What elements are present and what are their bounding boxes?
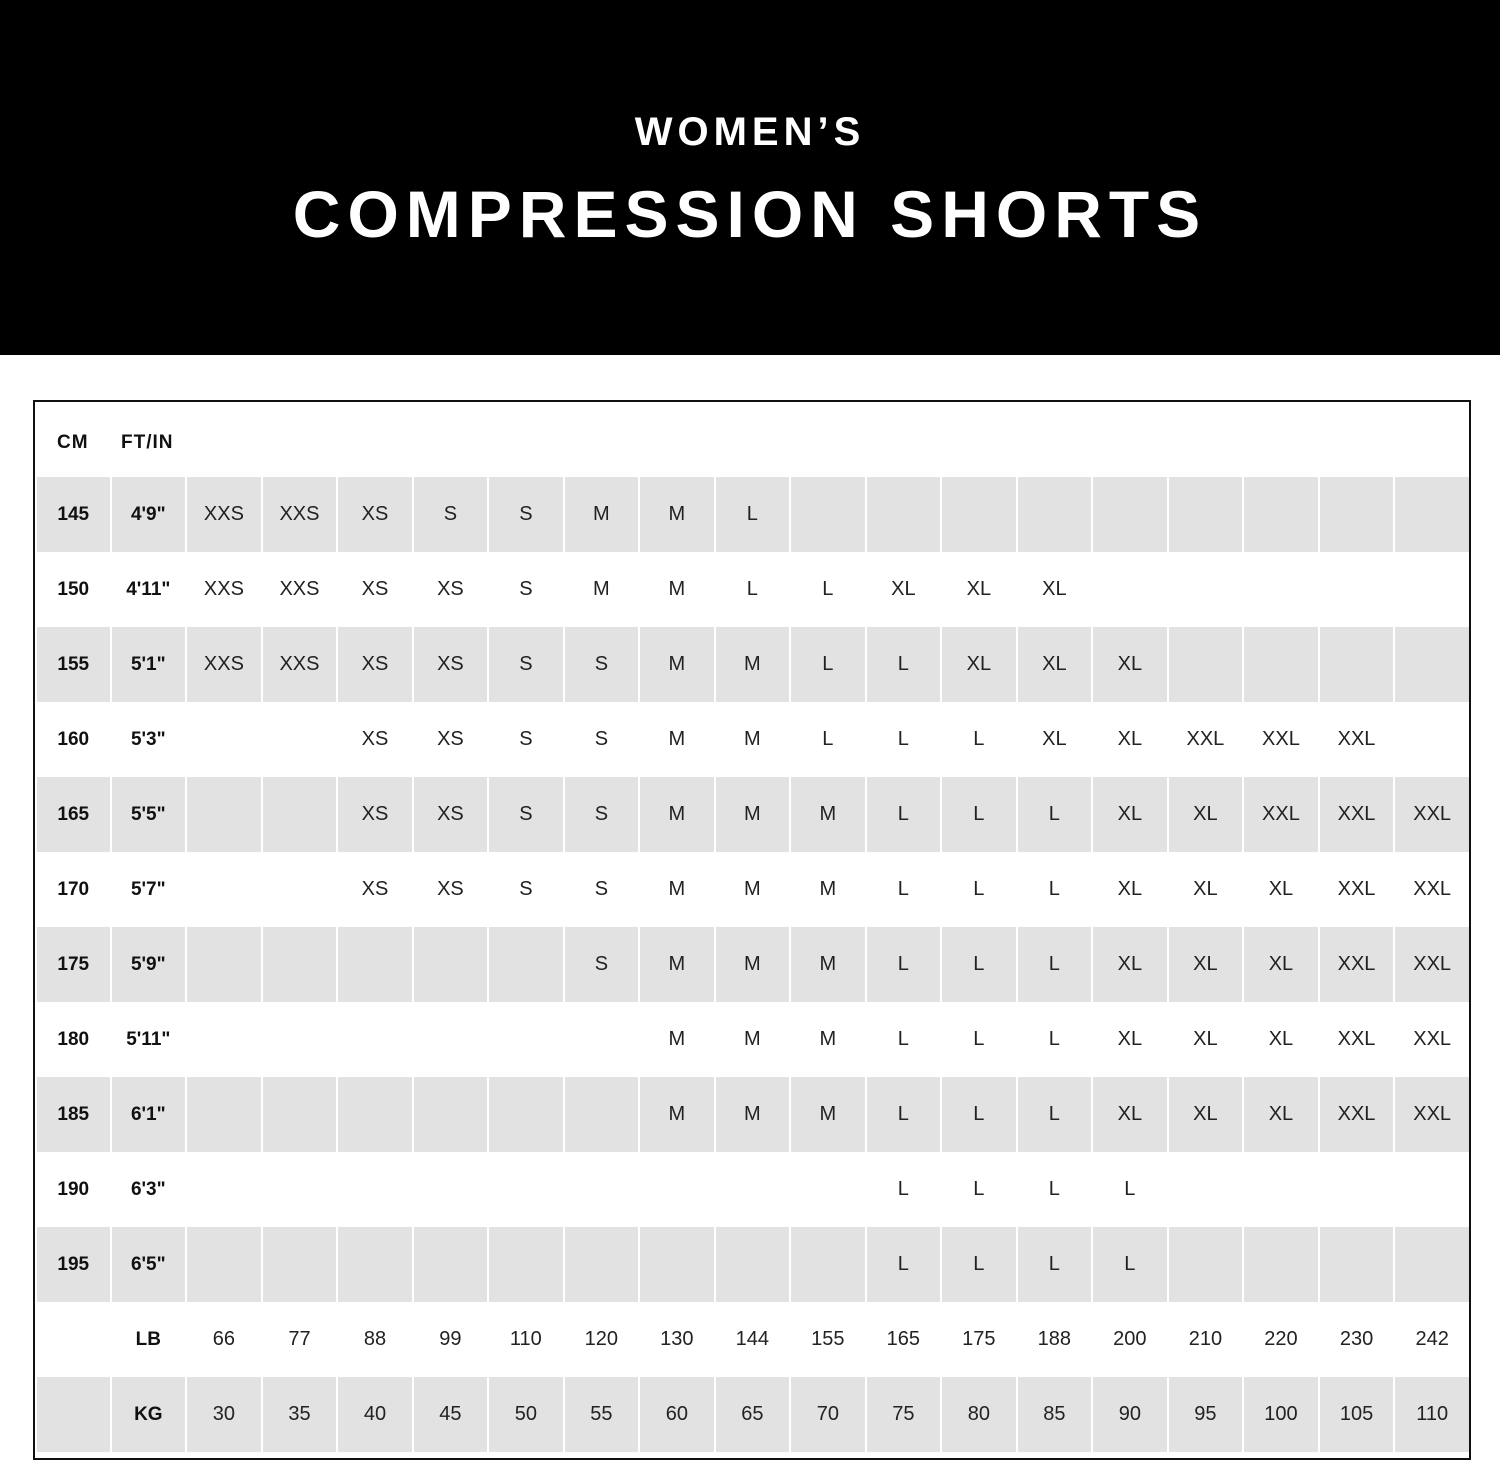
size-cell: XXL	[1393, 1077, 1469, 1152]
height-cm: 165	[37, 777, 110, 852]
size-cell: S	[519, 728, 533, 750]
size-cell: XS	[361, 578, 389, 600]
size-cell	[185, 1077, 261, 1152]
subtitle: WOMEN’S	[634, 110, 866, 154]
size-cell: XXL	[1186, 728, 1225, 750]
height-ftin: 6'3"	[130, 1178, 166, 1200]
size-cell	[1242, 1227, 1318, 1302]
size-cell	[336, 1077, 411, 1152]
size-cell: M	[789, 1077, 865, 1152]
size-cell: XXS	[185, 627, 261, 702]
size-cell	[261, 1002, 337, 1077]
weight-lb-value: 66	[212, 1328, 236, 1350]
size-cell	[1167, 1227, 1243, 1302]
size-cell: XXL	[1262, 728, 1300, 750]
weight-kg-value: 50	[487, 1377, 562, 1452]
weight-kg-value: 85	[1016, 1377, 1092, 1452]
size-cell	[487, 1002, 562, 1077]
size-cell: L	[1048, 1178, 1060, 1200]
size-cell	[1393, 1152, 1469, 1227]
size-cell	[1242, 552, 1318, 627]
size-cell: L	[865, 927, 941, 1002]
weight-lb-value: 88	[363, 1328, 387, 1350]
size-cell: L	[1124, 1178, 1136, 1200]
size-cell: M	[819, 878, 837, 900]
size-cell: XL	[1268, 1028, 1294, 1050]
table-row	[37, 1152, 1469, 1227]
size-cell	[336, 927, 411, 1002]
size-cell: XL	[1268, 878, 1294, 900]
weight-kg-value: 45	[412, 1377, 487, 1452]
size-cell: XXS	[261, 627, 337, 702]
size-cell: XL	[1091, 927, 1167, 1002]
size-cell: L	[897, 1028, 909, 1050]
size-cell	[261, 1152, 337, 1227]
table-row	[37, 777, 1469, 852]
size-cell: S	[594, 878, 609, 900]
size-cell: M	[714, 627, 790, 702]
size-cell	[185, 1227, 261, 1302]
size-cell: L	[865, 627, 941, 702]
size-cell	[1318, 1152, 1394, 1227]
table-row	[37, 702, 1469, 777]
size-cell	[940, 477, 1016, 552]
size-cell: M	[668, 728, 686, 750]
size-cell: XL	[1016, 627, 1092, 702]
size-cell: M	[789, 927, 865, 1002]
size-cell	[789, 1152, 865, 1227]
size-cell: XS	[336, 627, 411, 702]
size-cell: L	[1091, 1227, 1167, 1302]
size-cell	[336, 1002, 411, 1077]
weight-lb-value: 120	[584, 1328, 619, 1350]
size-cell: XS	[412, 777, 487, 852]
size-cell	[412, 1002, 487, 1077]
weight-lb-value: 188	[1037, 1328, 1072, 1350]
size-cell: L	[746, 578, 758, 600]
size-cell: L	[865, 777, 941, 852]
page-title: COMPRESSION SHORTS	[292, 177, 1208, 251]
size-cell	[865, 477, 941, 552]
size-cell	[412, 927, 487, 1002]
size-cell: L	[973, 1028, 985, 1050]
size-cell: L	[1016, 927, 1092, 1002]
size-cell	[261, 1077, 337, 1152]
size-cell	[336, 1152, 411, 1227]
size-cell: L	[973, 878, 985, 900]
weight-lb-label: LB	[135, 1328, 161, 1350]
size-cell: XS	[361, 728, 389, 750]
size-cell	[487, 1077, 562, 1152]
size-cell	[714, 1227, 790, 1302]
table-row	[37, 477, 1469, 552]
size-cell: XXL	[1242, 777, 1318, 852]
height-cm: 180	[57, 1028, 90, 1050]
size-cell	[789, 477, 865, 552]
height-ftin: 5'1"	[110, 627, 186, 702]
height-ftin: 5'11"	[126, 1028, 171, 1050]
size-cell: XXS	[279, 578, 320, 600]
weight-lb-value: 175	[962, 1328, 996, 1350]
weight-kg-value: 30	[185, 1377, 261, 1452]
size-cell	[1167, 552, 1243, 627]
size-cell	[638, 1152, 714, 1227]
size-cell	[185, 777, 261, 852]
size-cell: L	[973, 1178, 985, 1200]
size-cell	[412, 1152, 487, 1227]
table-row	[37, 627, 1469, 702]
size-cell: XL	[1091, 627, 1167, 702]
size-cell: XL	[1117, 728, 1143, 750]
blank-cell	[37, 1377, 110, 1452]
size-cell: L	[940, 777, 1016, 852]
size-cell: S	[563, 927, 639, 1002]
size-cell: XS	[412, 627, 487, 702]
size-cell: XL	[1091, 1077, 1167, 1152]
blank-cell	[37, 1302, 110, 1377]
size-cell	[563, 1152, 639, 1227]
size-cell	[487, 927, 562, 1002]
size-cell	[1393, 1227, 1469, 1302]
size-cell	[261, 927, 337, 1002]
size-cell: L	[940, 927, 1016, 1002]
size-cell	[261, 702, 337, 777]
size-cell: M	[668, 878, 686, 900]
size-cell	[487, 1152, 562, 1227]
size-cell: XXL	[1413, 1028, 1452, 1050]
size-cell	[487, 1227, 562, 1302]
height-ftin: 5'5"	[110, 777, 186, 852]
weight-lb-value: 242	[1415, 1328, 1449, 1350]
size-cell: M	[744, 728, 761, 750]
size-cell	[714, 1152, 790, 1227]
size-cell: S	[563, 777, 639, 852]
height-cm: 195	[37, 1227, 110, 1302]
size-cell	[1393, 627, 1469, 702]
size-cell: M	[714, 777, 790, 852]
size-cell: L	[822, 728, 834, 750]
size-cell: XXL	[1337, 728, 1376, 750]
size-cell: L	[1048, 1028, 1060, 1050]
size-cell: XL	[1042, 728, 1067, 750]
header-banner	[0, 0, 1500, 355]
weight-kg-value: 60	[638, 1377, 714, 1452]
size-cell: XXL	[1393, 927, 1469, 1002]
size-cell: M	[819, 1028, 837, 1050]
size-cell: L	[714, 477, 790, 552]
size-cell	[1016, 477, 1092, 552]
size-cell	[185, 1002, 261, 1077]
size-cell	[1393, 477, 1469, 552]
size-cell	[1393, 552, 1469, 627]
size-cell: L	[940, 1077, 1016, 1152]
size-cell: XL	[1167, 927, 1243, 1002]
size-cell	[1242, 1152, 1318, 1227]
size-cell: XS	[437, 728, 464, 750]
size-cell: L	[1048, 878, 1060, 900]
size-cell	[412, 1077, 487, 1152]
size-cell: XS	[437, 578, 464, 600]
size-cell: XXL	[1337, 1028, 1376, 1050]
table-row	[37, 552, 1469, 627]
size-cell	[563, 1077, 639, 1152]
size-cell: XL	[1042, 578, 1067, 600]
weight-kg-value: 110	[1393, 1377, 1469, 1452]
size-cell	[1393, 702, 1469, 777]
weight-kg-value: 40	[336, 1377, 411, 1452]
size-cell	[1167, 627, 1243, 702]
size-cell: L	[897, 878, 909, 900]
size-cell: S	[563, 627, 639, 702]
size-cell: L	[1016, 777, 1092, 852]
size-cell: L	[865, 1227, 941, 1302]
size-cell: M	[789, 777, 865, 852]
weight-lb-value: 130	[660, 1328, 694, 1350]
height-cm: 175	[37, 927, 110, 1002]
height-cm: 155	[37, 627, 110, 702]
size-cell	[185, 702, 261, 777]
size-cell: S	[412, 477, 487, 552]
size-cell: S	[487, 477, 562, 552]
size-chart	[33, 400, 1471, 1460]
size-cell: XXL	[1337, 878, 1376, 900]
size-cell: M	[668, 578, 686, 600]
size-cell: XS	[361, 878, 389, 900]
weight-lb-value: 155	[811, 1328, 845, 1350]
height-ftin: 4'11"	[126, 578, 171, 600]
size-cell: XXL	[1318, 1077, 1394, 1152]
size-cell: XL	[966, 578, 992, 600]
height-cm: 170	[57, 878, 90, 900]
size-cell	[336, 1227, 411, 1302]
size-cell: L	[1016, 1227, 1092, 1302]
size-cell	[185, 1152, 261, 1227]
size-cell: L	[897, 1178, 909, 1200]
size-cell: XS	[336, 777, 411, 852]
size-cell: M	[638, 627, 714, 702]
size-cell: M	[638, 1077, 714, 1152]
size-cell: M	[563, 477, 639, 552]
weight-lb-value: 230	[1339, 1328, 1374, 1350]
size-cell: XL	[1117, 1028, 1143, 1050]
weight-kg-value: 75	[865, 1377, 941, 1452]
height-ftin: 5'3"	[130, 728, 166, 750]
weight-lb-value: 77	[288, 1328, 311, 1350]
table-row	[37, 1002, 1469, 1077]
table-row	[37, 1227, 1469, 1302]
size-cell: XXL	[1413, 878, 1452, 900]
size-cell	[185, 852, 261, 927]
weight-lb-value: 99	[439, 1328, 462, 1350]
size-cell	[638, 1227, 714, 1302]
size-cell: S	[594, 728, 609, 750]
size-cell: S	[519, 878, 533, 900]
size-cell	[1318, 627, 1394, 702]
size-cell: XXL	[1318, 927, 1394, 1002]
weight-kg-value: 65	[714, 1377, 790, 1452]
weight-kg-value: 70	[789, 1377, 865, 1452]
size-cell: XL	[1167, 1077, 1243, 1152]
weight-lb-value: 165	[886, 1328, 921, 1350]
height-ftin: 6'1"	[110, 1077, 186, 1152]
size-cell: XL	[1117, 878, 1143, 900]
size-cell: XL	[1193, 878, 1218, 900]
size-cell	[789, 1227, 865, 1302]
size-cell: M	[593, 578, 610, 600]
size-cell	[1318, 552, 1394, 627]
size-cell: XXS	[261, 477, 337, 552]
weight-lb-value: 110	[509, 1328, 542, 1350]
height-cm: 145	[37, 477, 110, 552]
size-cell: XL	[1091, 777, 1167, 852]
size-cell	[1167, 1152, 1243, 1227]
ftin-header: FT/IN	[121, 432, 174, 453]
size-cell: XXL	[1318, 777, 1394, 852]
table-row	[37, 1077, 1469, 1152]
weight-kg-value: 95	[1167, 1377, 1243, 1452]
weight-kg-value: 55	[563, 1377, 639, 1452]
size-cell: XS	[336, 477, 411, 552]
size-cell	[1242, 627, 1318, 702]
size-cell: M	[638, 477, 714, 552]
height-ftin: 4'9"	[110, 477, 186, 552]
size-cell: XL	[1167, 777, 1243, 852]
size-cell: M	[638, 777, 714, 852]
size-cell	[563, 1002, 639, 1077]
size-cell	[1167, 477, 1243, 552]
size-cell: M	[744, 1028, 761, 1050]
weight-kg-value: 80	[940, 1377, 1016, 1452]
size-cell: M	[744, 878, 761, 900]
size-cell: L	[1016, 1077, 1092, 1152]
table-row	[37, 927, 1469, 1002]
size-cell: XL	[1193, 1028, 1218, 1050]
weight-lb-value: 220	[1264, 1328, 1298, 1350]
weight-kg-value: 105	[1318, 1377, 1394, 1452]
height-cm: 150	[57, 578, 90, 600]
size-cell: M	[638, 927, 714, 1002]
size-cell: L	[940, 1227, 1016, 1302]
size-cell: XXS	[185, 477, 261, 552]
size-cell	[1091, 477, 1167, 552]
size-cell	[1242, 477, 1318, 552]
size-cell	[1318, 477, 1394, 552]
size-cell	[563, 1227, 639, 1302]
size-cell: L	[822, 578, 834, 600]
height-cm: 160	[57, 728, 90, 750]
weight-kg-row	[37, 1377, 1469, 1452]
height-cm: 190	[57, 1178, 90, 1200]
height-ftin: 5'7"	[130, 878, 166, 900]
height-ftin: 6'5"	[110, 1227, 186, 1302]
size-cell: L	[789, 627, 865, 702]
size-cell: XL	[940, 627, 1016, 702]
size-cell	[185, 927, 261, 1002]
cm-header: CM	[57, 432, 89, 453]
size-cell: XXL	[1393, 777, 1469, 852]
weight-kg-value: 35	[261, 1377, 337, 1452]
weight-lb-value: 210	[1188, 1328, 1223, 1350]
size-cell	[261, 777, 337, 852]
size-cell: S	[487, 777, 562, 852]
size-cell: XS	[437, 878, 464, 900]
size-cell	[1318, 1227, 1394, 1302]
weight-kg-label: KG	[110, 1377, 186, 1452]
size-cell	[1091, 552, 1167, 627]
weight-kg-value: 90	[1091, 1377, 1167, 1452]
size-cell: M	[714, 1077, 790, 1152]
size-cell	[412, 1227, 487, 1302]
size-cell: XL	[1242, 1077, 1318, 1152]
size-cell: L	[865, 1077, 941, 1152]
size-cell: L	[973, 728, 985, 750]
table-row	[37, 852, 1469, 927]
weight-lb-row	[37, 1302, 1469, 1377]
size-cell: M	[668, 1028, 686, 1050]
weight-lb-value: 144	[735, 1328, 770, 1350]
size-cell: XL	[1242, 927, 1318, 1002]
size-table	[37, 477, 1469, 1452]
size-cell	[261, 852, 337, 927]
size-cell: XXS	[203, 578, 244, 600]
size-cell: XL	[891, 578, 916, 600]
size-cell	[261, 1227, 337, 1302]
size-cell: L	[897, 728, 909, 750]
size-cell: M	[714, 927, 790, 1002]
height-cm: 185	[37, 1077, 110, 1152]
size-cell: S	[487, 627, 562, 702]
weight-lb-value: 200	[1113, 1328, 1147, 1350]
weight-kg-value: 100	[1242, 1377, 1318, 1452]
size-cell: S	[519, 578, 533, 600]
height-ftin: 5'9"	[110, 927, 186, 1002]
